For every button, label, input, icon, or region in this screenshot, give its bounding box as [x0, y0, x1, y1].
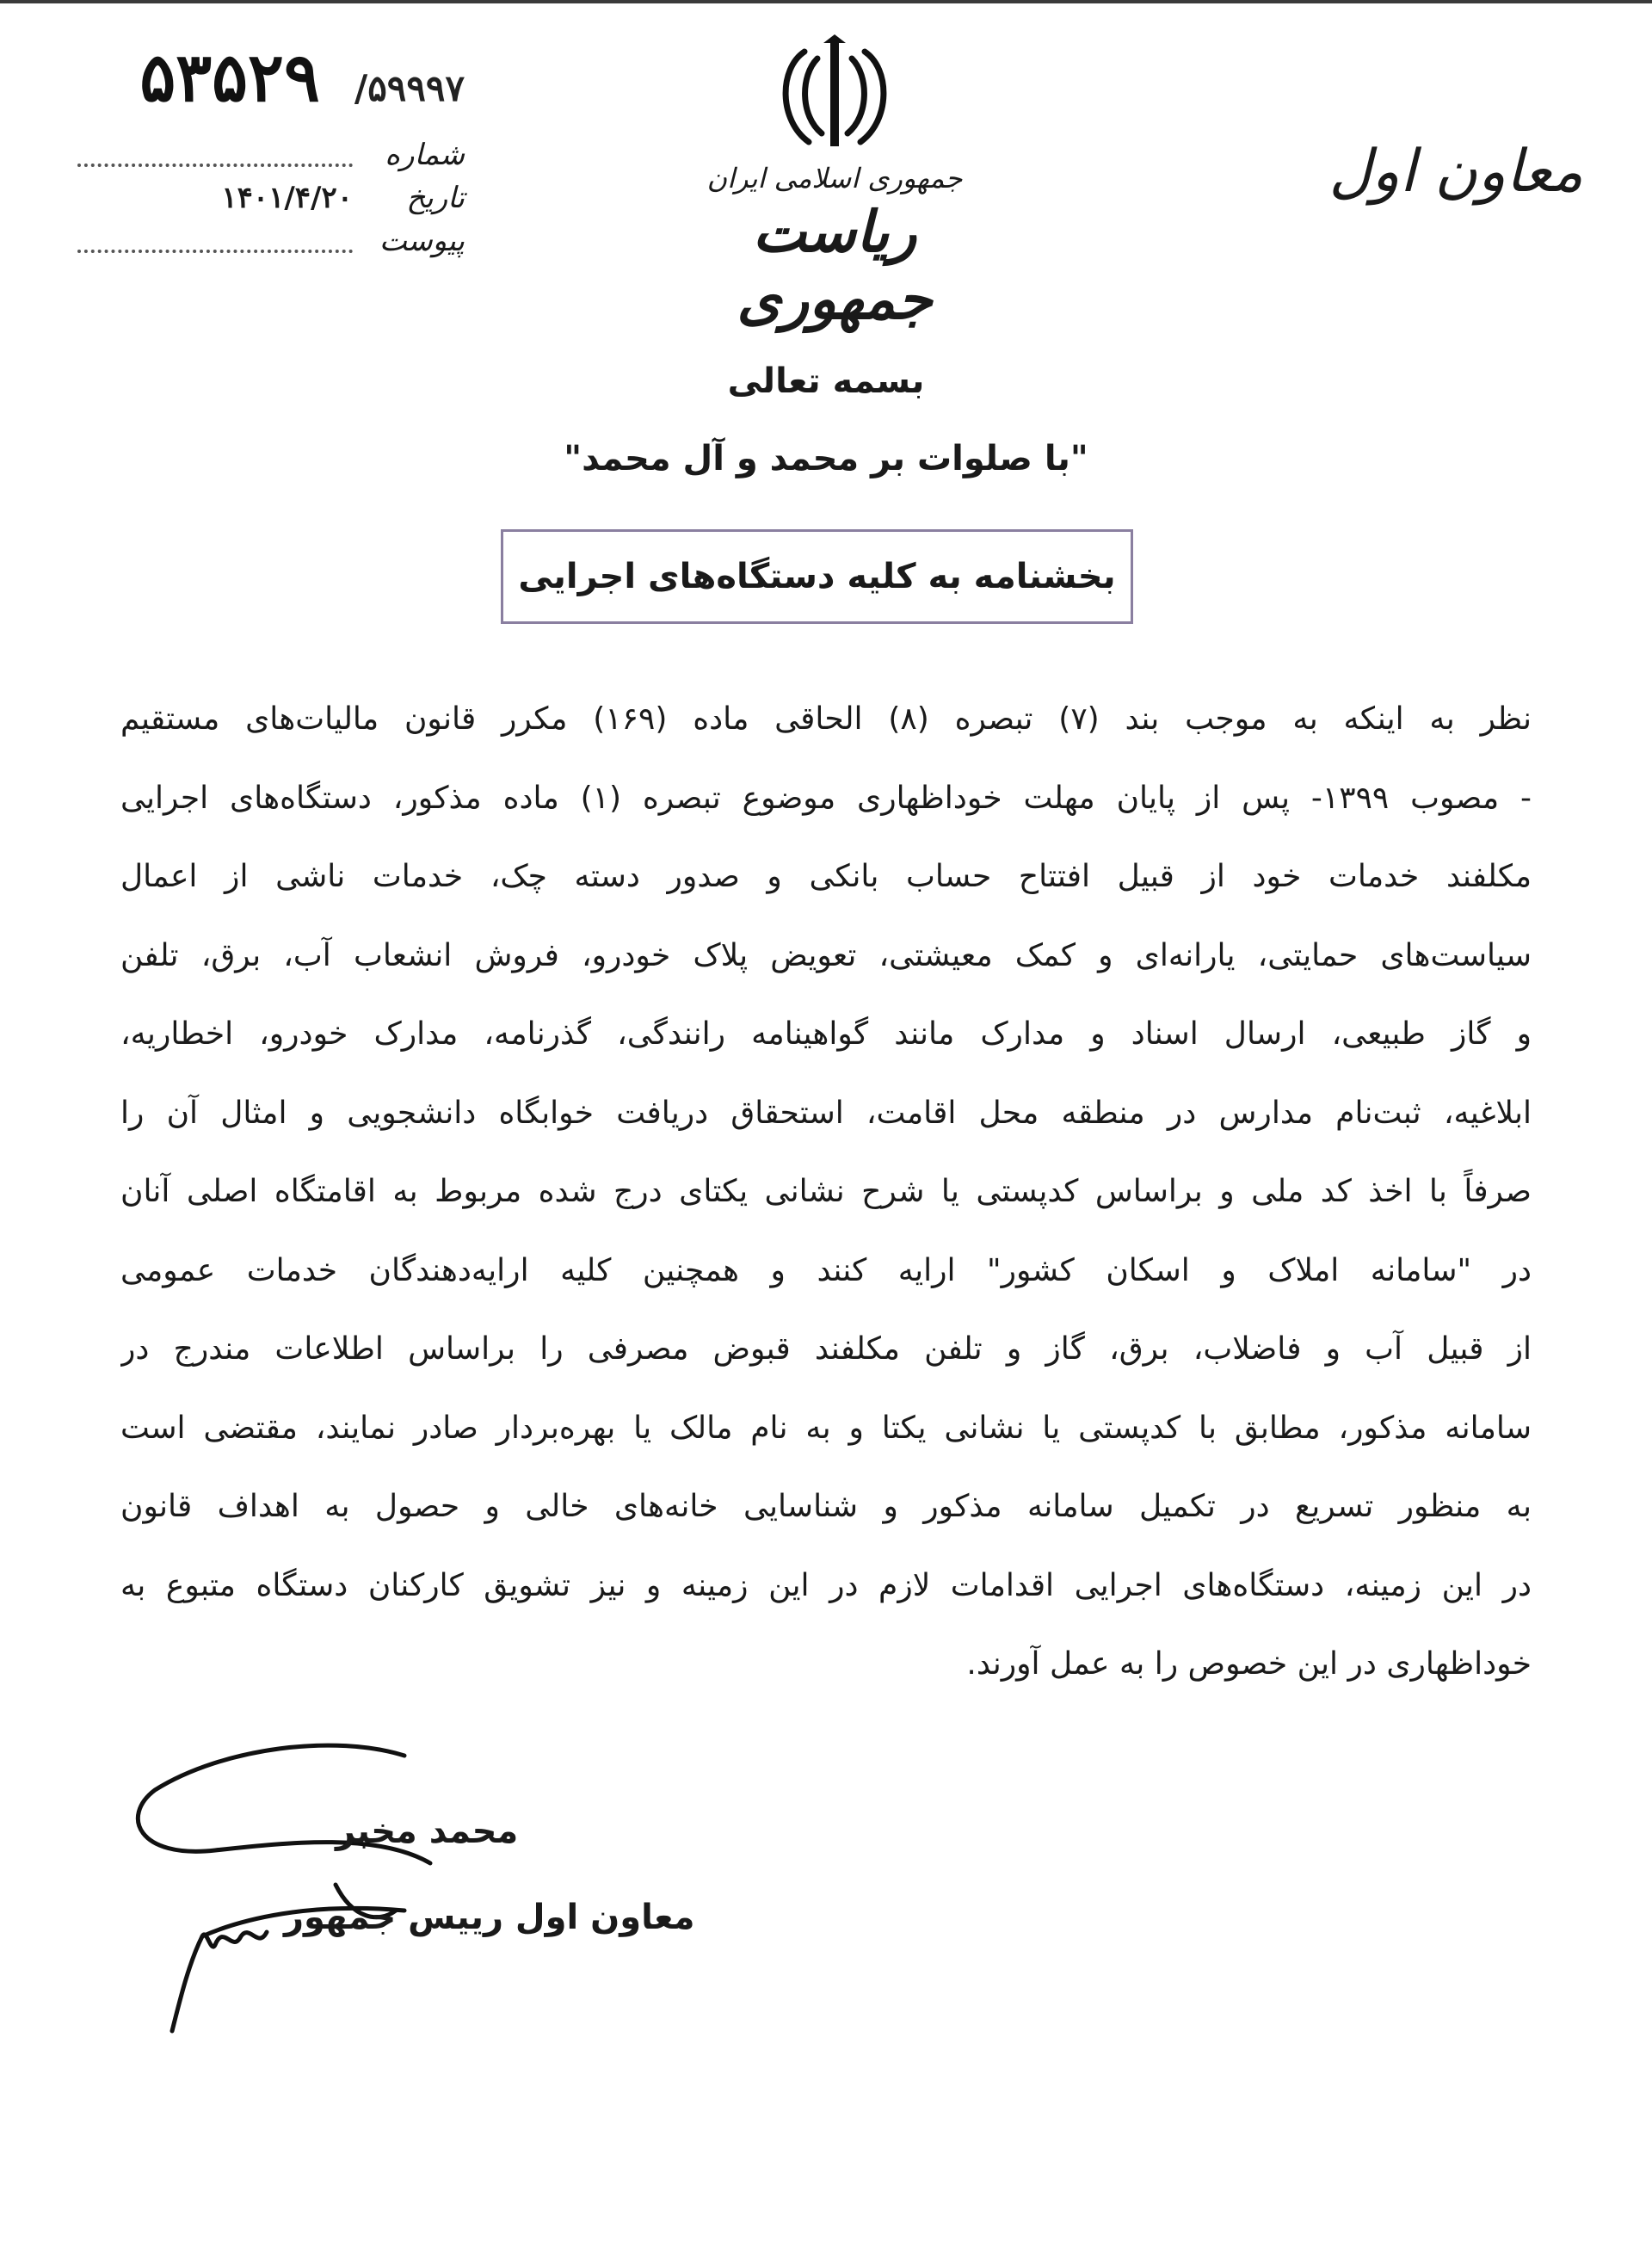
circular-title-box	[501, 529, 1133, 624]
invocation-heading: بسمه تعالی	[727, 361, 925, 401]
signatory-name: محمد مخبر	[336, 1812, 519, 1851]
body-line: نظر به اینکه به موجب بند (۷) تبصره (۸) الحاقی ماده (۱۶۹) مکرر قانون مالیات‌های مستقیم	[120, 701, 1532, 737]
body-line: ابلاغیه، ثبت‌نام مدارس در منطقه محل اقامت، استحقاق دریافت خوابگاه دانشجویی و امثال آن را	[120, 1095, 1532, 1131]
number-row	[69, 133, 465, 176]
date-label: تاریخ	[406, 181, 465, 215]
sender-title: معاون اول	[1328, 138, 1583, 206]
iran-emblem-icon	[770, 34, 899, 155]
letter-meta-block	[69, 39, 465, 262]
handwritten-signature-icon	[120, 1738, 482, 2048]
body-line: در این زمینه، دستگاه‌های اجرایی اقدامات لازم در این زمینه و نیز تشویق کارکنان دستگاه متبوع به	[120, 1567, 1532, 1603]
number-label: شماره	[385, 138, 465, 172]
body-line: مکلفند خدمات خود از قبیل افتتاح حساب بانکی و صدور دسته چک، خدمات ناشی از اعمال	[120, 859, 1532, 894]
body-line: صرفاً با اخذ کد ملی و براساس کدپستی یا شرح نشانی یکتای درج شده مربوط به اقامتگاه اصلی آنان	[120, 1174, 1532, 1209]
salutation-heading: "با صلوات بر محمد و آل محمد"	[564, 439, 1088, 478]
letter-number-big: ۵۳۵۲۹	[139, 39, 320, 117]
attachment-label: پیوست	[379, 224, 465, 258]
body-line: سیاست‌های حمایتی، یارانه‌ای و کمک معیشتی، تعویض پلاک خودرو، فروش انشعاب آب، برق، تلفن	[120, 937, 1532, 973]
letter-number-stamp	[69, 39, 465, 133]
body-line: - مصوب ۱۳۹۹- پس از پایان مهلت خوداظهاری موضوع تبصره (۱) ماده مذکور، دستگاه‌های اجرایی	[120, 780, 1532, 816]
organization-title: ریاست جمهوری	[737, 198, 933, 332]
body-line: در "سامانه املاک و اسکان کشور" ارایه کنند و همچنین کلیه ارایه‌دهندگان خدمات عمومی	[120, 1252, 1532, 1288]
top-border	[0, 0, 1652, 3]
body-line: از قبیل آب و فاضلاب، برق، گاز و تلفن مکلفند قبوض مصرفی را براساس اطلاعات مندرج در	[120, 1331, 1532, 1367]
letter-body	[120, 680, 1532, 1704]
body-line: به منظور تسریع در تکمیل سامانه مذکور و شناسایی خانه‌های خالی و حصول به اهداف قانون	[120, 1489, 1532, 1524]
organization-subtitle: جمهوری اسلامی ایران	[706, 162, 963, 194]
body-line: سامانه مذکور، مطابق با کدپستی یا نشانی یکتا و به نام مالک یا بهره‌بردار صادر نمایند، مقتضی است	[120, 1410, 1532, 1446]
date-value: ۱۴۰۱/۴/۲۰	[221, 181, 353, 215]
date-row	[69, 176, 465, 219]
body-line: خوداظهاری در این خصوص را به عمل آورند.	[966, 1646, 1532, 1682]
body-line: و گاز طبیعی، ارسال اسناد و مدارک مانند گواهینامه رانندگی، گذرنامه، مدارک خودرو، اخطاریه،	[120, 1016, 1532, 1052]
circular-title: بخشنامه به کلیه دستگاه‌های اجرایی	[518, 557, 1116, 596]
attachment-row	[69, 219, 465, 262]
attachment-dots	[77, 229, 353, 253]
letter-number-small: ۵۹۹۹۷/	[354, 67, 465, 109]
letterhead-emblem-block	[688, 34, 981, 332]
number-dots	[77, 143, 353, 167]
signatory-title: معاون اول رییس جمهور	[284, 1898, 695, 1937]
